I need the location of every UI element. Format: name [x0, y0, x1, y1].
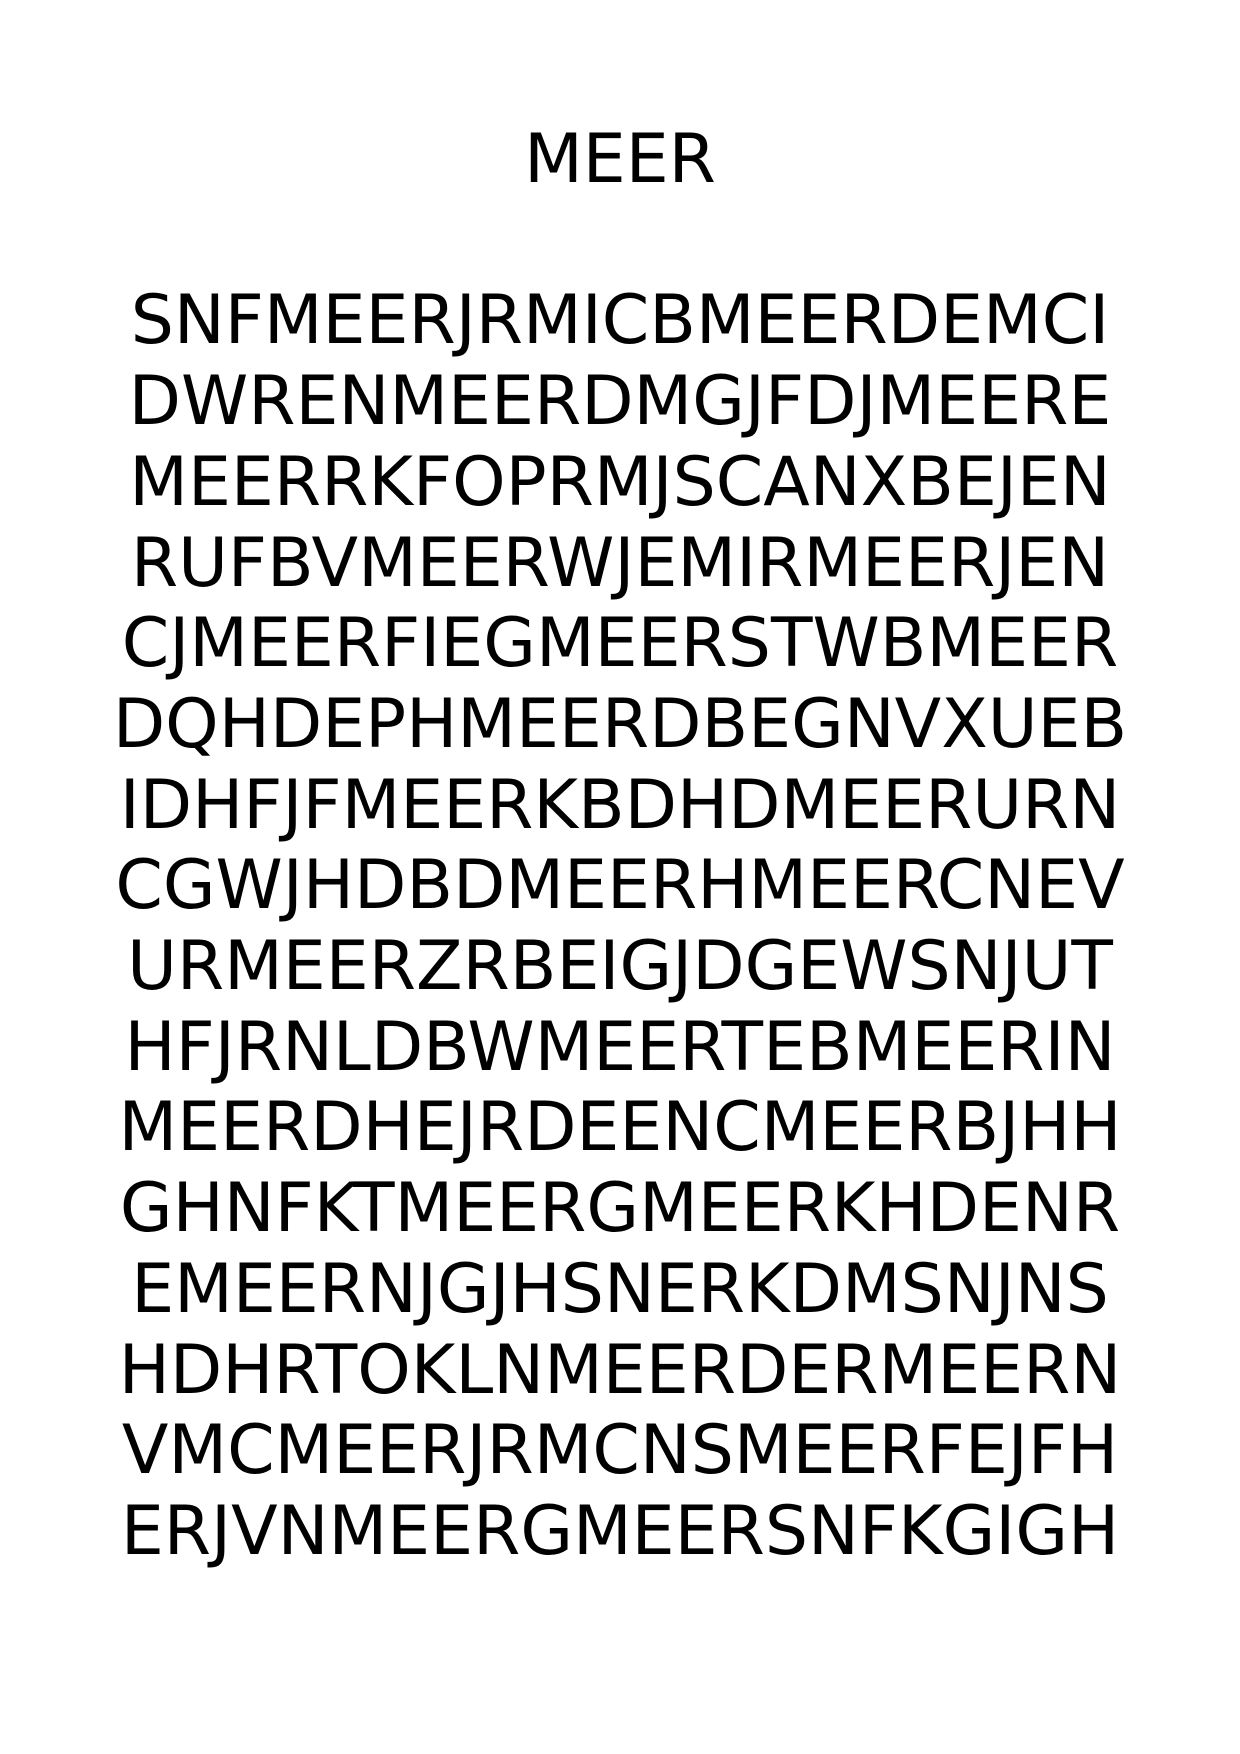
- grid-row-15: VMCMEERJRMCNSMEERFEJFH: [121, 1411, 1119, 1491]
- puzzle-title: MEER: [524, 120, 716, 199]
- grid-row-8: CGWJHDBDMEERHMEERCNEV: [115, 846, 1125, 926]
- grid-row-6: DQHDEPHMEERDBEGNVXUEB: [112, 684, 1128, 764]
- grid-row-2: DWRENMEERDMGJFDJMEERE: [128, 362, 1112, 442]
- grid-row-14: HDHRTOKLNMEERDERMEERN: [118, 1330, 1122, 1410]
- grid-row-9: URMEERZRBEIGJDGEWSNJUT: [127, 927, 1113, 1007]
- grid-row-11: MEERDHEJRDEENCMEERBJHH: [118, 1088, 1122, 1168]
- grid-row-3: MEERRKFOPRMJSCANXBEJEN: [129, 442, 1111, 522]
- grid-row-4: RUFBVMEERWJEMIRMEERJEN: [130, 523, 1110, 603]
- grid-row-7: IDHFJFMEERKBDHDMEERURN: [119, 765, 1121, 845]
- grid-row-13: EMEERNJGJHSNERKDMSNJNS: [131, 1249, 1109, 1329]
- grid-row-16: ERJVNMEERGMEERSNFKGIGH: [120, 1491, 1120, 1571]
- grid-row-10: HFJRNLDBWMEERTEBMEERIN: [124, 1007, 1116, 1087]
- grid-row-1: SNFMEERJRMICBMEERDEMCI: [130, 281, 1110, 361]
- word-search-grid: [0, 281, 1240, 1572]
- grid-row-12: GHNFKTMEERGMEERKHDENR: [119, 1169, 1121, 1249]
- grid-row-5: CJMEERFIEGMEERSTWBMEER: [121, 604, 1119, 684]
